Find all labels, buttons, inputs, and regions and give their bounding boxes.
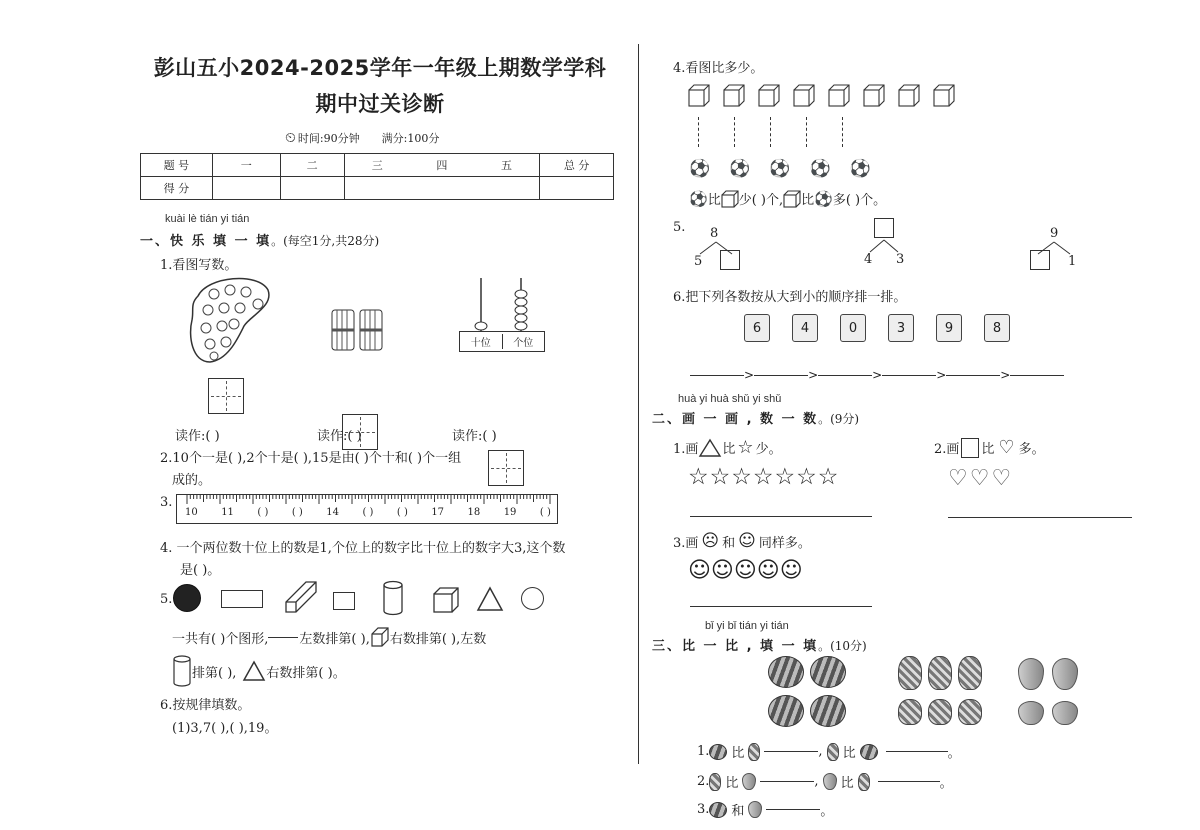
s2-q3-c: 同样多。: [758, 535, 811, 551]
score-header-cell: 总 分: [540, 154, 614, 177]
section1-heading: [140, 230, 379, 249]
gt-sign: >: [1000, 368, 1011, 382]
s3-line1: 1. 比 , 比 。: [697, 744, 961, 761]
cube-image: [793, 84, 815, 112]
paper-title-line2: 期中过关诊断: [315, 92, 445, 116]
number-card: 3: [888, 314, 914, 342]
bond-top: 9: [1050, 226, 1059, 241]
abacus-tens-label: 十位: [460, 334, 503, 349]
s1-q1: 1.看图写数。: [160, 258, 238, 273]
q4-compare-a: 比: [707, 193, 721, 208]
ruler-blank[interactable]: ( ): [291, 507, 303, 518]
answer-blank[interactable]: [268, 637, 298, 638]
dash-bar: [806, 117, 807, 147]
cylinder-shape: [382, 580, 404, 616]
s2-q2-b: 比: [981, 442, 995, 457]
answer-blank[interactable]: [878, 781, 940, 782]
section2-pinyin: huà yi huà shǔ yi shǔ: [678, 393, 782, 405]
pear-icon: [823, 773, 837, 790]
ruler-number: 19: [503, 507, 517, 518]
cube-image: [933, 84, 955, 112]
gt-sign: >: [936, 368, 947, 382]
section1-pinyin: kuài lè tián yi tián: [165, 213, 250, 225]
s3-l3-num: 3.: [697, 802, 710, 817]
pineapple-icon: [709, 773, 721, 791]
watermelon-icon: [709, 802, 727, 818]
drawing-line[interactable]: [690, 516, 872, 517]
cuboid-icon: [370, 626, 390, 648]
cube-row: [688, 84, 955, 112]
triangle-shape: [476, 586, 504, 612]
s2-q1-b: 比: [722, 442, 736, 457]
s3-l1-cmp2: 比: [842, 746, 856, 761]
abacus-ones-label: 个位: [513, 338, 534, 349]
answer-blank[interactable]: [764, 751, 818, 752]
stick-bundles-image: [330, 306, 386, 354]
pear-image: [1018, 701, 1044, 725]
soccer-ball-icon: ⚽: [814, 189, 833, 208]
section1-note: 。(每空1分,共28分): [271, 234, 380, 248]
number-card: 8: [984, 314, 1010, 342]
section3-heading: [652, 635, 867, 654]
cylinder-icon: [172, 654, 192, 688]
answer-blank[interactable]: [690, 375, 744, 376]
answer-blank[interactable]: [754, 375, 808, 376]
answer-blank[interactable]: [946, 375, 1000, 376]
s1-q4-line2: 是( )。: [180, 563, 221, 578]
answer-blank[interactable]: [1010, 375, 1064, 376]
rectangle-shape: [221, 590, 263, 608]
pineapple-image: [958, 656, 982, 690]
watermelon-group: [768, 656, 850, 728]
soccer-ball-image: ⚽: [849, 159, 871, 179]
soccer-ball-icon: ⚽: [689, 189, 708, 208]
dash-bar-row: [698, 117, 843, 147]
s3-end: 。: [939, 776, 953, 791]
exam-time: 时间:90分钟: [297, 132, 360, 145]
s1-q2-line1: 2.10个一是( ),2个十是( ),15是由( )个十和( )个一组: [160, 451, 462, 466]
drawing-line[interactable]: [690, 606, 872, 607]
section3-pinyin: bǐ yi bǐ tián yi tián: [705, 620, 789, 632]
ball-icon: [173, 584, 201, 612]
hearts-row: ♡♡♡: [948, 466, 1014, 491]
r-q4: 4.看图比多少。: [673, 61, 764, 76]
number-card: 9: [936, 314, 962, 342]
ruler-number: 11: [221, 507, 234, 518]
ruler: [176, 494, 558, 524]
cube-image: [898, 84, 920, 112]
bond-right: 1: [1068, 254, 1077, 269]
answer-grid-box[interactable]: [488, 450, 524, 486]
s3-l2-num: 2.: [697, 774, 710, 789]
dash-bar: [770, 117, 771, 147]
soccer-ball-image: ⚽: [769, 159, 791, 179]
q4-compare-c: 比: [801, 193, 815, 208]
gt-sign: >: [808, 368, 819, 382]
score-cell[interactable]: [540, 177, 614, 200]
s1-q5-line2: [172, 654, 346, 688]
pear-image: [1018, 658, 1044, 690]
bond-left: 5: [694, 254, 703, 269]
s3-line3: [697, 800, 833, 819]
score-cell[interactable]: [212, 177, 280, 200]
answer-grid-box[interactable]: [208, 378, 244, 414]
gt-sign: >: [872, 368, 883, 382]
score-header-cell: 题 号: [141, 154, 213, 177]
circle-shape: [521, 587, 544, 610]
pear-group: [1018, 658, 1082, 728]
s2-q2-a: 2.画: [934, 442, 960, 457]
heart-icon: ♡: [998, 437, 1015, 458]
pineapple-icon: [748, 743, 760, 761]
ruler-blank[interactable]: ( ): [257, 507, 269, 518]
s1-q4-line1: 4. 一个两位数十位上的数是1,个位上的数字比十位上的数字大3,这个数: [160, 541, 566, 556]
ruler-blank[interactable]: ( ): [539, 507, 551, 518]
watermelon-image: [810, 656, 846, 688]
smile-face-icon: ☺: [738, 531, 756, 551]
s3-l2-cmp: 比: [725, 776, 739, 791]
ruler-numbers: [185, 507, 551, 518]
score-table: [140, 153, 614, 200]
s2-q3-b: 和: [722, 535, 736, 551]
cube-image: [688, 84, 710, 112]
ruler-blank[interactable]: ( ): [396, 507, 408, 518]
q4-compare-b: 少( )个,: [738, 193, 784, 208]
q5-count-text: 一共有( )个图形,: [172, 631, 269, 647]
score-header-cell: 二: [280, 154, 344, 177]
s2-q3: [673, 531, 811, 551]
s3-l1-num: 1.: [697, 744, 710, 759]
watermelon-icon: [709, 744, 727, 760]
abacus-image: [457, 276, 545, 354]
star-icon: ☆: [737, 437, 754, 458]
s2-q2-c: 多。: [1018, 442, 1045, 457]
section2-title: 二、画 一 画 , 数 一 数: [652, 412, 819, 427]
pear-icon: [748, 801, 762, 818]
exam-full-score: 满分:100分: [381, 132, 440, 145]
q4-compare-d: 多( )个。: [832, 193, 887, 208]
bond-left: 4: [864, 252, 873, 267]
bond-answer-box[interactable]: [874, 218, 894, 238]
pineapple-image: [928, 656, 952, 690]
bond-answer-box[interactable]: [720, 250, 740, 270]
watermelon-image: [768, 656, 804, 688]
section2-note: 。(9分): [818, 412, 860, 426]
stars-row: ☆☆☆☆☆☆☆: [688, 464, 840, 490]
ruler-number: 14: [326, 507, 339, 518]
bond-answer-box[interactable]: [1030, 250, 1050, 270]
number-card: 6: [744, 314, 770, 342]
bond-right: 3: [896, 252, 905, 267]
s2-q1-c: 少。: [755, 442, 782, 457]
s2-q1: [673, 437, 782, 458]
cube-icon: [721, 190, 739, 208]
score-cell[interactable]: [280, 177, 344, 200]
score-cell[interactable]: [344, 177, 540, 200]
clock-icon: ⏲: [285, 130, 296, 146]
number-bond-2: [858, 218, 918, 274]
answer-blank[interactable]: [882, 375, 936, 376]
gt-sign: >: [744, 368, 755, 382]
q5-left-text: 左数排第( ),: [299, 631, 370, 647]
q5-cyl-text: 排第( ),: [192, 665, 237, 681]
pear-icon: [742, 773, 756, 790]
ruler-number: 10: [185, 507, 198, 518]
cube-shape: [432, 586, 460, 614]
square-shape: [333, 592, 355, 610]
s3-l2-cmp2: 比: [840, 776, 854, 791]
column-divider: [638, 44, 639, 764]
number-card: 4: [792, 314, 818, 342]
cube-image: [758, 84, 780, 112]
ruler-number: 18: [467, 507, 481, 518]
pineapple-icon: [858, 773, 870, 791]
score-header-cell: 三: [344, 154, 410, 177]
square-icon: [961, 438, 979, 458]
r-q6: 6.把下列各数按从大到小的顺序排一排。: [673, 290, 907, 305]
q5-tri-text: 右数排第( )。: [266, 665, 346, 681]
pineapple-image: [898, 656, 922, 690]
cube-image: [723, 84, 745, 112]
pineapple-image: [898, 699, 922, 725]
read-as-3: 读作:( ): [452, 429, 497, 444]
answer-blank[interactable]: [766, 809, 820, 810]
pineapple-group: [898, 656, 986, 728]
s3-end: 。: [820, 804, 834, 819]
s2-q2: [934, 437, 1045, 458]
s3-l3-and: 和: [731, 804, 745, 819]
flower-blob-image: [188, 276, 272, 366]
s1-q3-label: 3.: [160, 495, 173, 510]
soccer-ball-image: ⚽: [689, 159, 711, 179]
number-bond-1: [690, 226, 750, 274]
watermelon-image: [768, 695, 804, 727]
ball-row: [689, 159, 871, 179]
pear-image: [1052, 701, 1078, 725]
s1-q6: 6.按规律填数。: [160, 698, 251, 713]
section1-title: 一、快 乐 填 一 填: [140, 234, 272, 249]
r-q4-answer: [689, 189, 886, 208]
soccer-ball-image: ⚽: [729, 159, 751, 179]
s2-q3-a: 3.画: [673, 535, 699, 551]
number-cards: [744, 314, 1010, 342]
dash-bar: [734, 117, 735, 147]
score-header-cell: 一: [212, 154, 280, 177]
answer-blank[interactable]: [818, 375, 872, 376]
read-as-1: 读作:( ): [175, 429, 220, 444]
section2-heading: [652, 408, 859, 427]
pineapple-icon: [827, 743, 839, 761]
pear-image: [1052, 658, 1078, 690]
section3-title: 三、比 一 比 , 填 一 填: [652, 639, 819, 654]
score-header-cell: 四: [410, 154, 474, 177]
paper-title-line1: 彭山五小2024-2025学年一年级上期数学学科: [153, 56, 607, 80]
s3-end: 。: [947, 746, 961, 761]
s1-q5-label: 5.: [160, 592, 173, 607]
watermelon-image: [810, 695, 846, 727]
ruler-blank[interactable]: ( ): [362, 507, 374, 518]
dash-bar: [698, 117, 699, 147]
ruler-number: 17: [431, 507, 445, 518]
r-q5-label: 5.: [673, 220, 686, 235]
s1-q2-line2: 成的。: [172, 473, 212, 488]
number-card: 0: [840, 314, 866, 342]
s1-q6-sequence: (1)3,7( ),( ),19。: [172, 721, 278, 736]
q5-right-text: 右数排第( ),左数: [389, 631, 487, 647]
dash-bar: [842, 117, 843, 147]
section3-note: 。(10分): [818, 639, 867, 653]
smiles-row: ☺☺☺☺☺: [688, 558, 803, 583]
number-bond-3: [1028, 226, 1088, 274]
answer-blank[interactable]: [886, 751, 948, 752]
pineapple-image: [928, 699, 952, 725]
read-as-2: 读作:( ): [317, 429, 362, 444]
pineapple-image: [958, 699, 982, 725]
watermelon-icon: [860, 744, 878, 760]
exam-info: [285, 130, 439, 146]
drawing-line[interactable]: [948, 517, 1132, 518]
order-answer-row: [690, 368, 1064, 382]
triangle-icon: [242, 660, 266, 682]
score-header-cell: 五: [474, 154, 540, 177]
bond-top: 8: [710, 226, 719, 241]
cube-icon: [783, 190, 801, 208]
s1-q5-line1: [172, 626, 486, 648]
s2-q1-a: 1.画: [673, 442, 699, 457]
cube-image: [828, 84, 850, 112]
soccer-ball-image: ⚽: [809, 159, 831, 179]
score-row-label: 得 分: [141, 177, 213, 200]
s3-line2: 2. 比 , 比 。: [697, 774, 953, 791]
cuboid-shape: [284, 580, 318, 614]
answer-blank[interactable]: [760, 781, 814, 782]
triangle-icon: [698, 438, 722, 458]
cube-image: [863, 84, 885, 112]
s3-l1-cmp: 比: [731, 746, 745, 761]
sad-face-icon: ☹: [701, 531, 720, 551]
